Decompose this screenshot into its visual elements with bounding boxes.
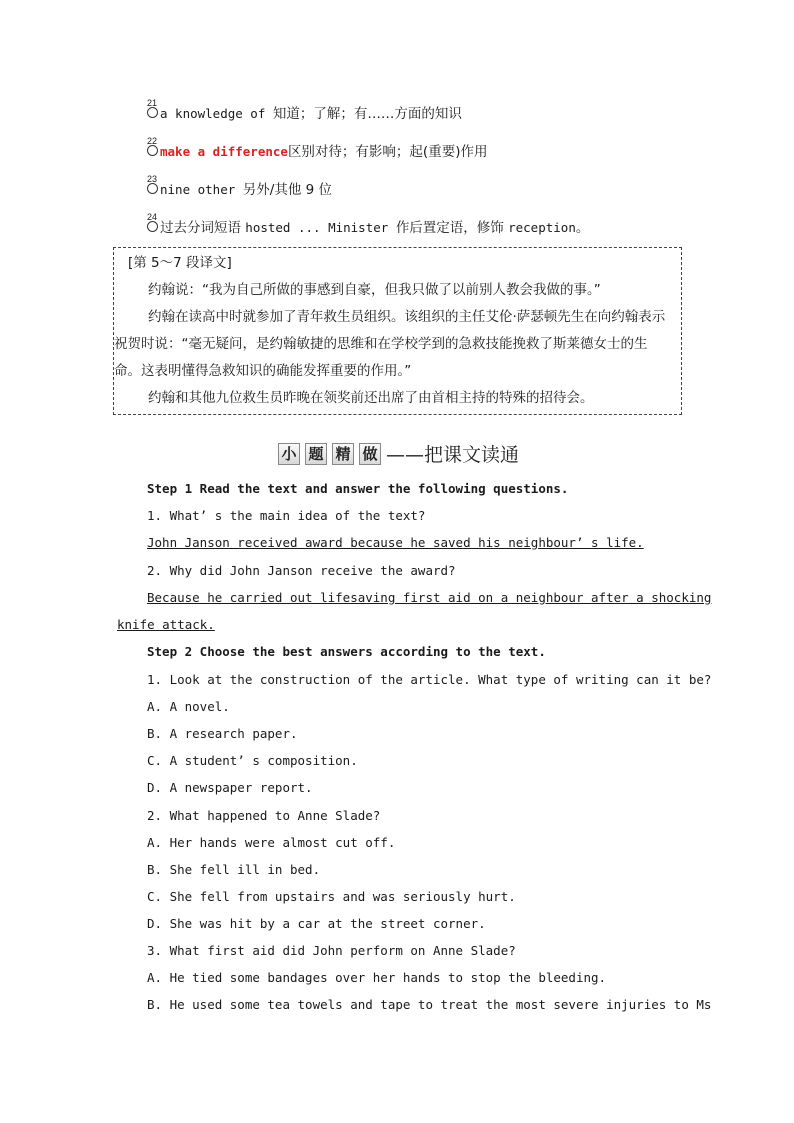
note-text [160,178,332,198]
translation-paragraph-1: 约翰说：“我为自己所做的事感到自豪，但我只做了以前别人教会我做的事。” [148,282,601,298]
step2-line: 3. What first aid did John perform on Anne Slade? [147,943,516,958]
step2-line: C. A student’ s composition. [147,753,358,769]
note-text-part: 过去分词短语 [160,220,246,236]
translation-paragraph-2: 约翰在读高中时就参加了青年救生员组织。该组织的主任艾伦·萨瑟顿先生在向约翰表示祝贺时说：“毫无疑问，是约翰敏捷的思维和在学校学到的急救技能挽救了斯莱德女士的生命。这表明懂得急救知识的确能发挥重要的作用。” [114,309,666,379]
note-text-part: 知道；了解；有……方面的知识 [272,106,462,122]
banner-char-2: 题 [305,443,327,465]
banner-char-1: 小 [278,443,300,465]
step2-line: A. Her hands were almost cut off. [147,834,396,850]
circle-marker-icon [147,145,158,156]
circle-marker-icon [147,221,158,232]
note-text-part: 。 [575,220,590,236]
step1-answer-2-line-2: knife attack. [117,617,215,632]
banner-char-4: 做 [359,443,381,465]
note-text-part: reception [508,220,576,235]
note-number: 24 [147,212,158,222]
step2-heading: Step 2 Choose the best answers according to the text. [147,644,546,659]
note-text-part: a knowledge of [160,106,273,121]
step2-line: 2. What happened to Anne Slade? [147,807,381,823]
translation-box [113,247,682,415]
note-number: 22 [147,136,158,146]
step2-line: A. He tied some bandages over her hands to stop the bleeding. [147,970,607,986]
step2-line: B. He used some tea towels and tape to treat the most severe injuries to Ms [147,997,712,1013]
note-text-part: 作后置定语，修饰 [395,220,509,236]
step2-line: D. She was hit by a car at the street corner. [147,915,486,931]
note-text [160,216,589,236]
step2-line: 1. Look at the construction of the article. What type of writing can it be? [147,672,712,687]
step2-line: A. A novel. [147,699,230,715]
note-text-part: nine other [160,182,243,197]
translation-paragraph-3: 约翰和其他九位救生员昨晚在领奖前还出席了由首相主持的特殊的招待会。 [148,390,594,406]
circle-marker-icon [147,107,158,118]
translation-heading: [第 5～7 段译文] [128,255,232,271]
note-number: 23 [147,174,158,184]
step2-line: D. A newspaper report. [147,780,313,796]
step1-heading: Step 1 Read the text and answer the following questions. [147,481,569,496]
banner-char-3: 精 [332,443,354,465]
step1-question-2: 2. Why did John Janson receive the award? [147,563,456,578]
note-text-part: hosted ... Minister [245,220,396,235]
step2-line: B. She fell ill in bed. [147,861,321,877]
step1-answer-2-line-1: Because he carried out lifesaving first aid on a neighbour after a shocking [147,590,712,605]
step1-answer-1: John Janson received award because he saved his neighbour’ s life. [147,535,644,550]
step2-line: B. A research paper. [147,726,298,742]
note-text [160,140,487,160]
banner-title: ——把课文读通 [386,444,520,466]
note-text-part: 区别对待；有影响；起(重要)作用 [287,144,488,160]
circle-marker-icon [147,183,158,194]
step2-line: C. She fell from upstairs and was seriously hurt. [147,888,516,904]
note-text [160,102,462,122]
section-banner [278,443,519,469]
step1-question-1: 1. What’ s the main idea of the text? [147,508,426,523]
note-text-part: 另外/其他 9 位 [242,182,333,198]
note-number: 21 [147,98,158,108]
note-text-part: make a difference [160,144,288,159]
